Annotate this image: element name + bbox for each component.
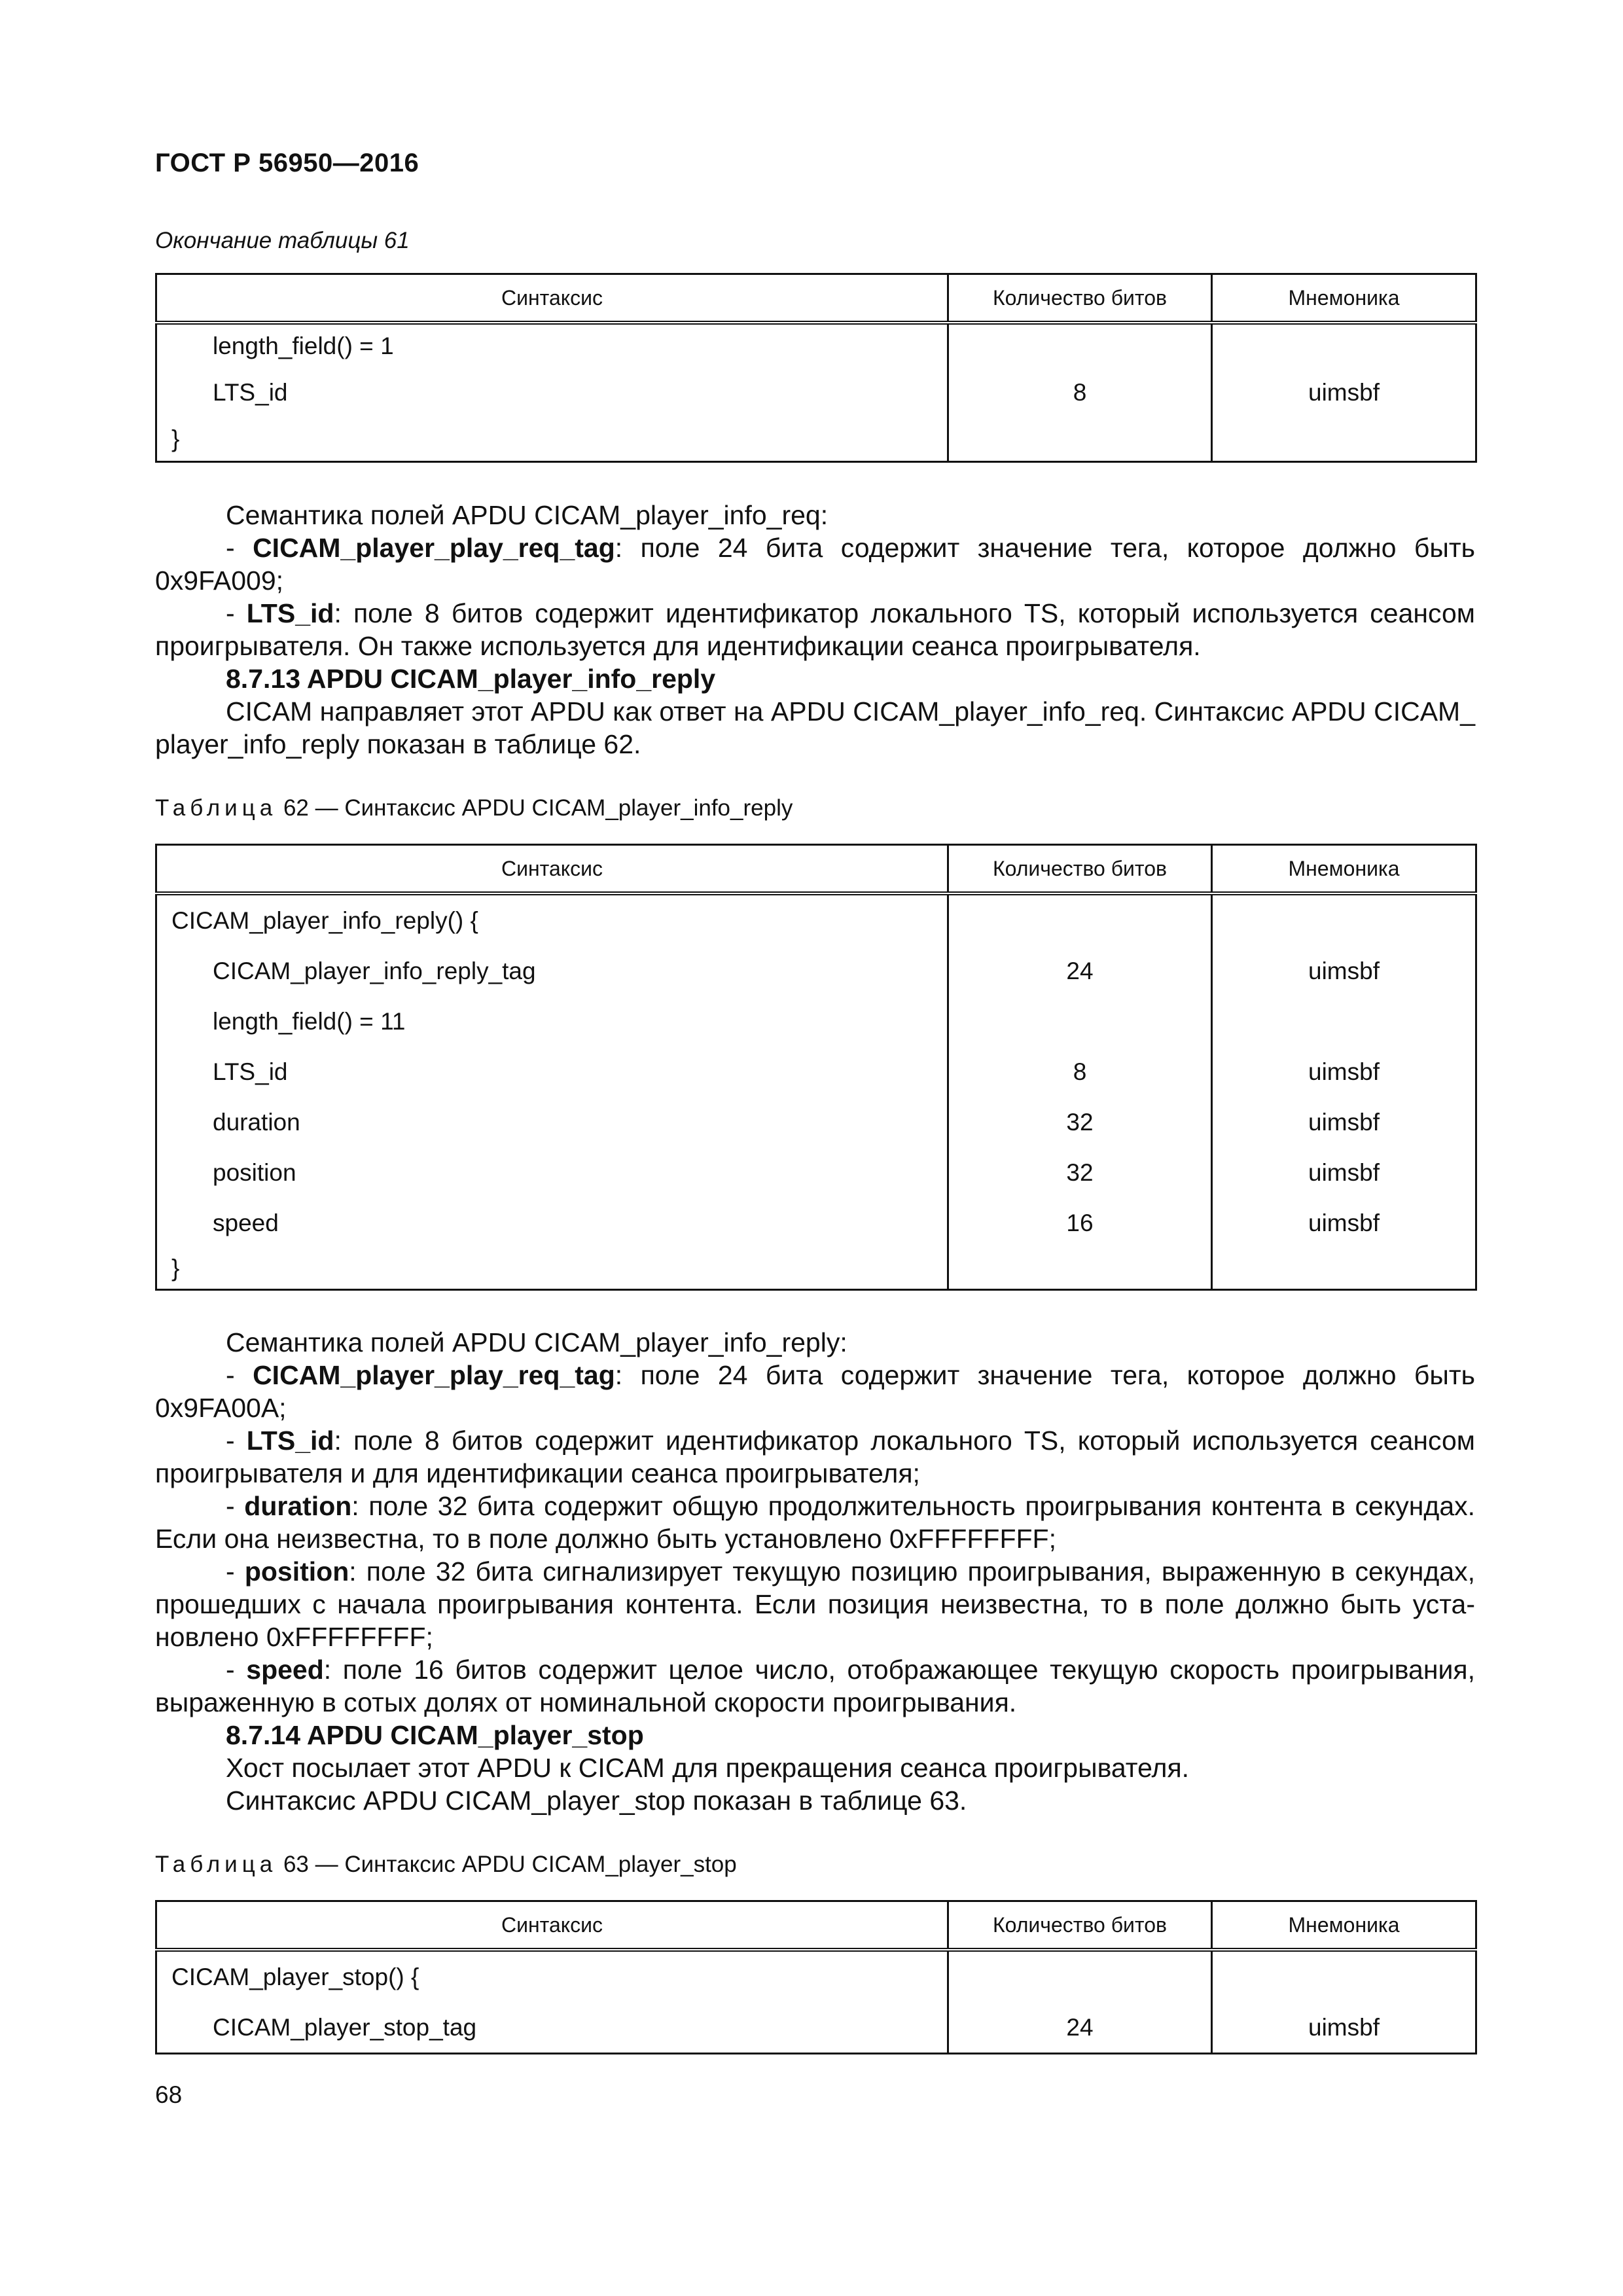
table61-caption: Окончание таблицы 61 — [155, 228, 410, 253]
section-paragraph: Синтаксис APDU CICAM_player_stop показан в таблице 63. — [226, 1785, 967, 1816]
column-header-mnemonic: Мнемоника — [1212, 1901, 1476, 1950]
table-row — [156, 1147, 1476, 1198]
field-term: CICAM_player_play_req_tag — [253, 533, 615, 563]
syntax-cell: } — [156, 1248, 948, 1290]
semantics-item: - speed: поле 16 битов содержит целое число, отображающее текущую скорость проигрывания, выраженную в сотых долях от номинальной скорости проигрывания. — [155, 1655, 1475, 1717]
column-header-bits: Количество битов — [948, 1901, 1212, 1950]
syntax-cell: CICAM_player_stop_tag — [156, 2002, 948, 2054]
field-term: LTS_id — [246, 1426, 334, 1456]
bits-cell — [948, 893, 1212, 946]
bits-cell: 8 — [948, 1047, 1212, 1097]
mnemonic-cell — [1212, 1950, 1476, 2002]
semantics-intro: Семантика полей APDU CICAM_player_info_req: — [226, 500, 829, 530]
semantics-item: - CICAM_player_play_req_tag: поле 24 бита содержит значение тега, которое должно быть 0x9FA009; — [155, 533, 1475, 596]
column-header-syntax: Синтаксис — [156, 845, 948, 894]
column-header-syntax: Синтаксис — [156, 274, 948, 323]
mnemonic-cell — [1212, 1248, 1476, 1290]
table-row — [156, 418, 1476, 462]
page-number: 68 — [155, 2081, 183, 2108]
table-63 — [155, 1900, 1477, 2054]
mnemonic-cell — [1212, 323, 1476, 368]
table-row — [156, 1097, 1476, 1147]
mnemonic-cell: uimsbf — [1212, 946, 1476, 996]
semantics-intro: Семантика полей APDU CICAM_player_info_reply: — [226, 1327, 847, 1357]
table-row — [156, 2002, 1476, 2054]
mnemonic-cell: uimsbf — [1212, 368, 1476, 418]
semantics-item: - LTS_id: поле 8 битов содержит идентификатор локального TS, который используется сеансом проигрывателя. Он также используется для идентификации сеанса проигрывателя. — [155, 598, 1475, 661]
column-header-mnemonic: Мнемоника — [1212, 274, 1476, 323]
mnemonic-cell: uimsbf — [1212, 2002, 1476, 2054]
field-term: LTS_id — [246, 598, 334, 628]
mnemonic-cell — [1212, 996, 1476, 1047]
syntax-cell: position — [156, 1147, 948, 1198]
bits-cell: 16 — [948, 1198, 1212, 1248]
semantics-item: - duration: поле 32 бита содержит общую продолжительность проигрывания контента в секундах. Если она неизвестна, то в поле должно быть установлено 0xFFFFFFFF; — [155, 1491, 1476, 1554]
bits-cell — [948, 418, 1212, 462]
table-row — [156, 1248, 1476, 1290]
table-61-end — [155, 273, 1477, 463]
syntax-cell: LTS_id — [156, 368, 948, 418]
table-row — [156, 893, 1476, 946]
bits-cell: 24 — [948, 2002, 1212, 2054]
syntax-cell: duration — [156, 1097, 948, 1147]
bits-cell: 32 — [948, 1097, 1212, 1147]
field-term: duration — [244, 1491, 352, 1521]
table-row — [156, 368, 1476, 418]
table63-caption: Таблица 63 — Синтаксис APDU CICAM_player_stop — [155, 1852, 737, 1877]
table-row — [156, 1198, 1476, 1248]
syntax-cell: CICAM_player_info_reply() { — [156, 893, 948, 946]
table-row — [156, 323, 1476, 368]
document-header: ГОСТ Р 56950—2016 — [155, 149, 419, 177]
column-header-mnemonic: Мнемоника — [1212, 845, 1476, 894]
mnemonic-cell — [1212, 893, 1476, 946]
table-header-row — [156, 274, 1476, 323]
mnemonic-cell: uimsbf — [1212, 1198, 1476, 1248]
mnemonic-cell: uimsbf — [1212, 1047, 1476, 1097]
bits-cell: 8 — [948, 368, 1212, 418]
syntax-cell: length_field() = 1 — [156, 323, 948, 368]
table-row — [156, 1047, 1476, 1097]
column-header-syntax: Синтаксис — [156, 1901, 948, 1950]
table-header-row — [156, 845, 1476, 894]
syntax-cell: CICAM_player_info_reply_tag — [156, 946, 948, 996]
mnemonic-cell — [1212, 418, 1476, 462]
section-paragraph: CICAM направляет этот APDU как ответ на APDU CICAM_player_info_req. Синтаксис APDU CICAM_ player_info_reply показан в таблице 62. — [155, 696, 1475, 759]
bits-cell: 24 — [948, 946, 1212, 996]
field-term: speed — [246, 1655, 324, 1685]
column-header-bits: Количество битов — [948, 845, 1212, 894]
bits-cell — [948, 1248, 1212, 1290]
table-row — [156, 996, 1476, 1047]
syntax-cell: CICAM_player_stop() { — [156, 1950, 948, 2002]
bits-cell — [948, 323, 1212, 368]
bits-cell: 32 — [948, 1147, 1212, 1198]
column-header-bits: Количество битов — [948, 274, 1212, 323]
table-row — [156, 946, 1476, 996]
syntax-cell: LTS_id — [156, 1047, 948, 1097]
field-term: position — [244, 1556, 349, 1587]
syntax-cell: } — [156, 418, 948, 462]
semantics-item: - position: поле 32 бита сигнализирует текущую позицию проигрывания, выраженную в секундах, прошедших с начала проигрывания контента. Если позиция неизвестна, то в поле должно быть уста- новлено 0xFFFFFFFF; — [155, 1556, 1476, 1652]
table62-caption: Таблица 62 — Синтаксис APDU CICAM_player_info_reply — [155, 795, 793, 821]
section-paragraph: Хост посылает этот APDU к CICAM для прекращения сеанса проигрывателя. — [226, 1753, 1190, 1783]
table-62 — [155, 844, 1477, 1291]
field-term: CICAM_player_play_req_tag — [253, 1360, 615, 1390]
table-row — [156, 1950, 1476, 2002]
syntax-cell: length_field() = 11 — [156, 996, 948, 1047]
bits-cell — [948, 996, 1212, 1047]
mnemonic-cell: uimsbf — [1212, 1147, 1476, 1198]
section-heading: 8.7.14 APDU CICAM_player_stop — [226, 1720, 644, 1750]
table-header-row — [156, 1901, 1476, 1950]
mnemonic-cell: uimsbf — [1212, 1097, 1476, 1147]
syntax-cell: speed — [156, 1198, 948, 1248]
section-heading: 8.7.13 APDU CICAM_player_info_reply — [226, 664, 716, 694]
bits-cell — [948, 1950, 1212, 2002]
semantics-item: - LTS_id: поле 8 битов содержит идентификатор локального TS, который используется сеансом проигрывателя и для идентификации сеанса проигрывателя; — [155, 1426, 1475, 1488]
semantics-item: - CICAM_player_play_req_tag: поле 24 бита содержит значение тега, которое должно быть 0x9FA00A; — [155, 1360, 1475, 1423]
